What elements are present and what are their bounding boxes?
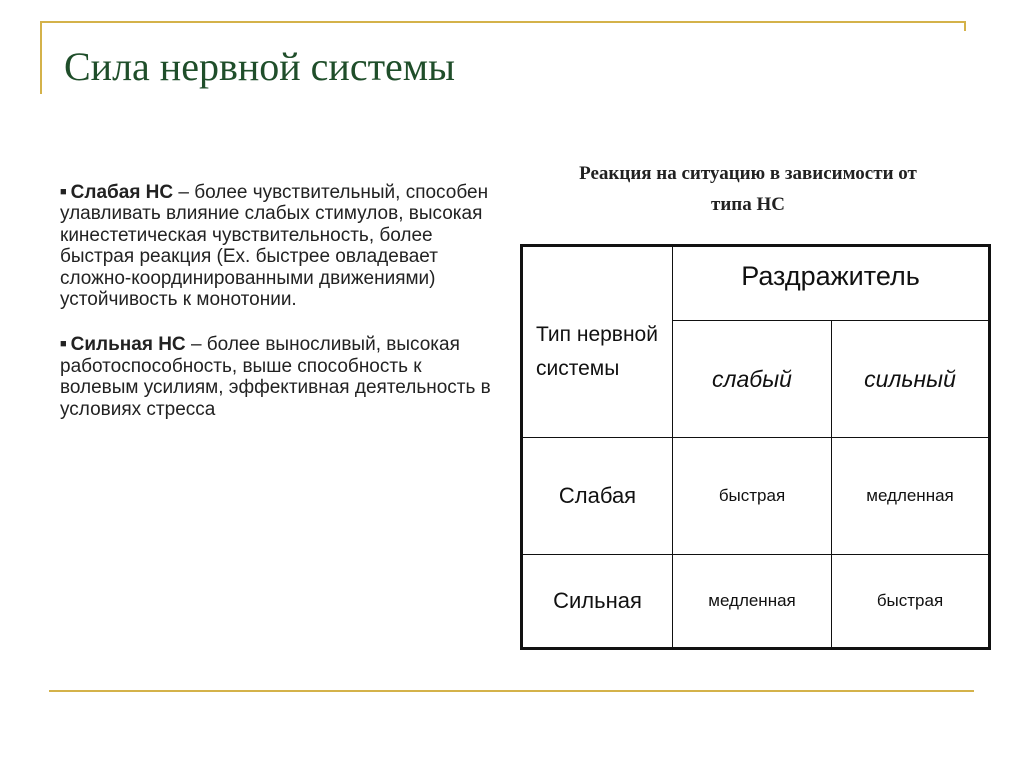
row-type: Слабая	[522, 438, 673, 555]
frame-right-tick	[964, 21, 966, 31]
stimulus-header: Раздражитель	[673, 246, 990, 321]
type-header: Тип нервной системы	[522, 246, 673, 438]
reaction-table	[520, 244, 991, 650]
slide-title: Сила нервной системы	[64, 44, 455, 89]
bullet-list	[60, 182, 500, 444]
cell-strong: медленная	[832, 438, 990, 555]
table-row	[522, 438, 990, 555]
bullet-term: Сильная НС	[70, 334, 186, 356]
bullet-marker-icon: ■	[60, 186, 67, 198]
cell-weak: медленная	[673, 555, 832, 649]
bullet-weak-ns	[60, 182, 500, 310]
table-row	[522, 555, 990, 649]
frame-top-line	[40, 21, 966, 23]
stimulus-strong: сильный	[832, 321, 990, 438]
frame-bottom-line	[49, 690, 974, 692]
table-caption: Реакция на ситуацию в зависимости от типа НС	[579, 163, 917, 215]
bullet-strong-ns	[60, 334, 500, 420]
cell-weak: быстрая	[673, 438, 832, 555]
row-type: Сильная	[522, 555, 673, 649]
bullet-marker-icon: ■	[60, 338, 67, 351]
bullet-text: – более чувствительный, способен улавливать влияние слабых стимулов, высокая кинестетическая чувствительность, более быстрая реакция (Ex. быстрее овладевает сложно-координированными движениями) устойчивость к монотонии.	[60, 182, 489, 311]
frame-left-line	[40, 21, 42, 94]
bullet-term: Слабая НС	[70, 182, 174, 203]
bullet-text: – более выносливый, высокая работоспособность, выше способность к волевым усилиям, эффективная деятельность в условиях стресса	[60, 334, 491, 420]
cell-strong: быстрая	[832, 555, 990, 649]
stimulus-weak: слабый	[673, 321, 832, 438]
